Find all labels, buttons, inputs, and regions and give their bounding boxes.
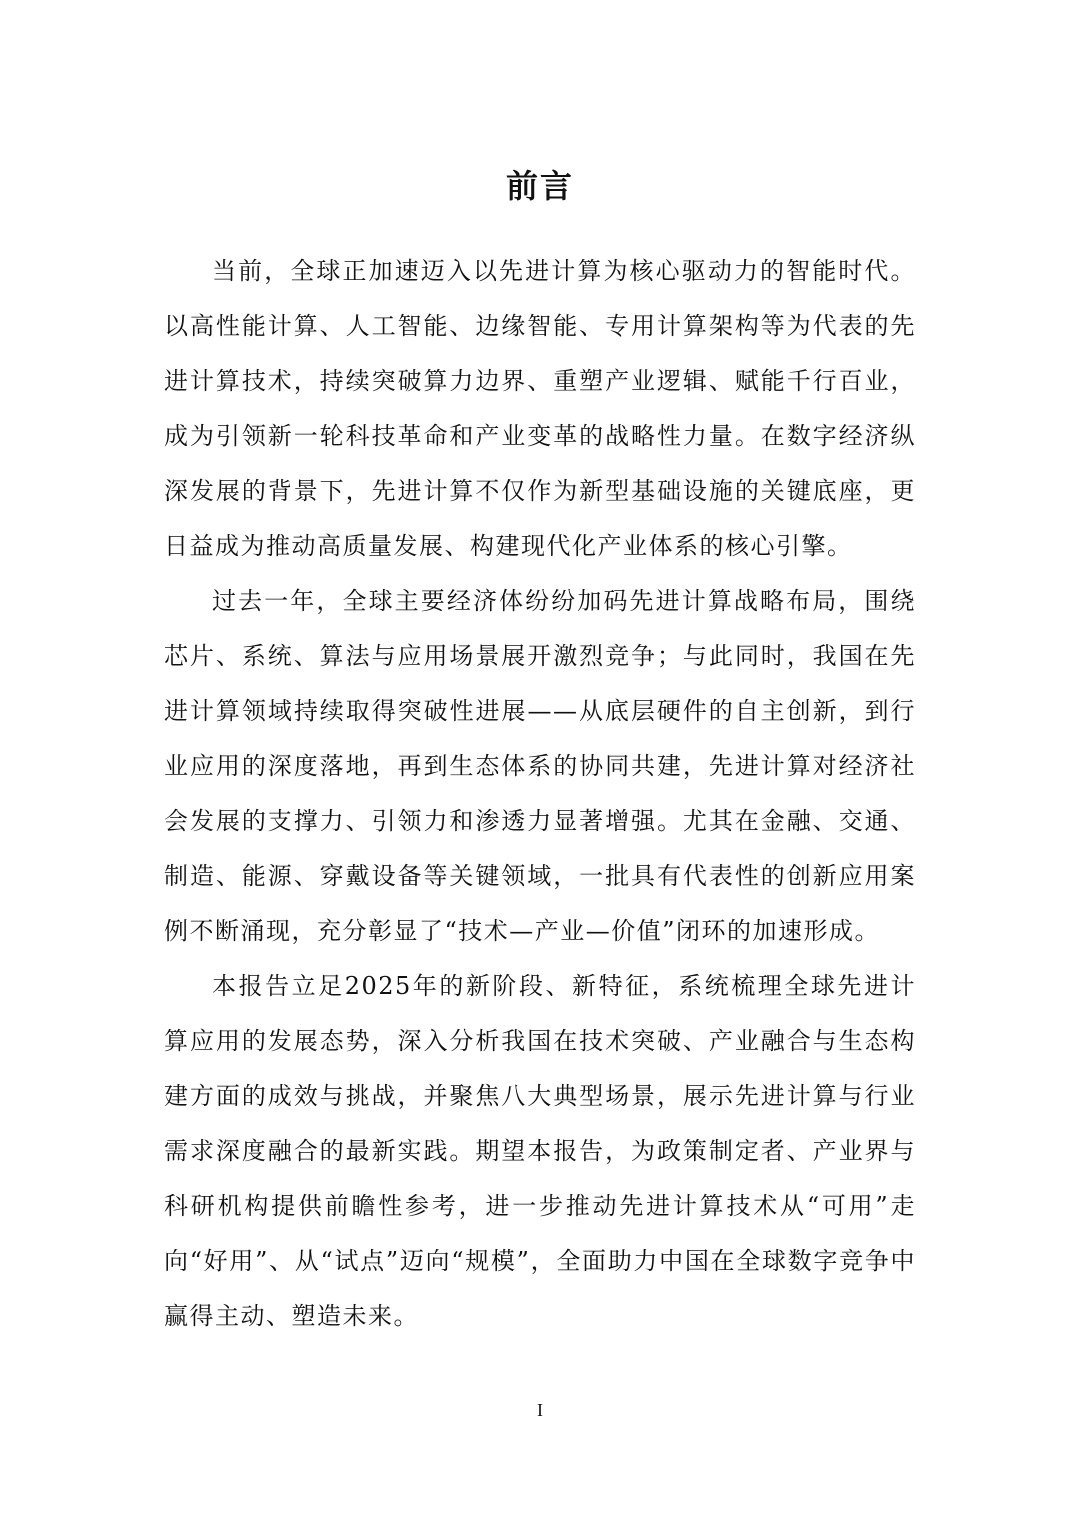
paragraph-1: 当前，全球正加速迈入以先进计算为核心驱动力的智能时代。以高性能计算、人工智能、边缘智能、专用计算架构等为代表的先进计算技术，持续突破算力边界、重塑产业逻辑、赋能千行百业，成为引领新一轮科技革命和产业变革的战略性力量。在数字经济纵深发展的背景下，先进计算不仅作为新型基础设施的关键底座，更日益成为推动高质量发展、构建现代化产业体系的核心引擎。 xyxy=(164,257,916,560)
body-text xyxy=(164,244,916,1344)
page-title: 前言 xyxy=(505,167,574,205)
paragraph-2: 过去一年，全球主要经济体纷纷加码先进计算战略布局，围绕芯片、系统、算法与应用场景展开激烈竞争；与此同时，我国在先进计算领域持续取得突破性进展——从底层硬件的自主创新，到行业应用的深度落地，再到生态体系的协同共建，先进计算对经济社会发展的支撑力、引领力和渗透力显著增强。尤其在金融、交通、制造、能源、穿戴设备等关键领域，一批具有代表性的创新应用案例不断涌现，充分彰显了“技术—产业—价值”闭环的加速形成。 xyxy=(164,587,916,945)
paragraph-3: 本报告立足2025年的新阶段、新特征，系统梳理全球先进计算应用的发展态势，深入分析我国在技术突破、产业融合与生态构建方面的成效与挑战，并聚焦八大典型场景，展示先进计算与行业需求深度融合的最新实践。期望本报告，为政策制定者、产业界与科研机构提供前瞻性参考，进一步推动先进计算技术从“可用”走向“好用”、从“试点”迈向“规模”，全面助力中国在全球数字竞争中赢得主动、塑造未来。 xyxy=(164,972,916,1330)
page-number: I xyxy=(537,1400,543,1420)
